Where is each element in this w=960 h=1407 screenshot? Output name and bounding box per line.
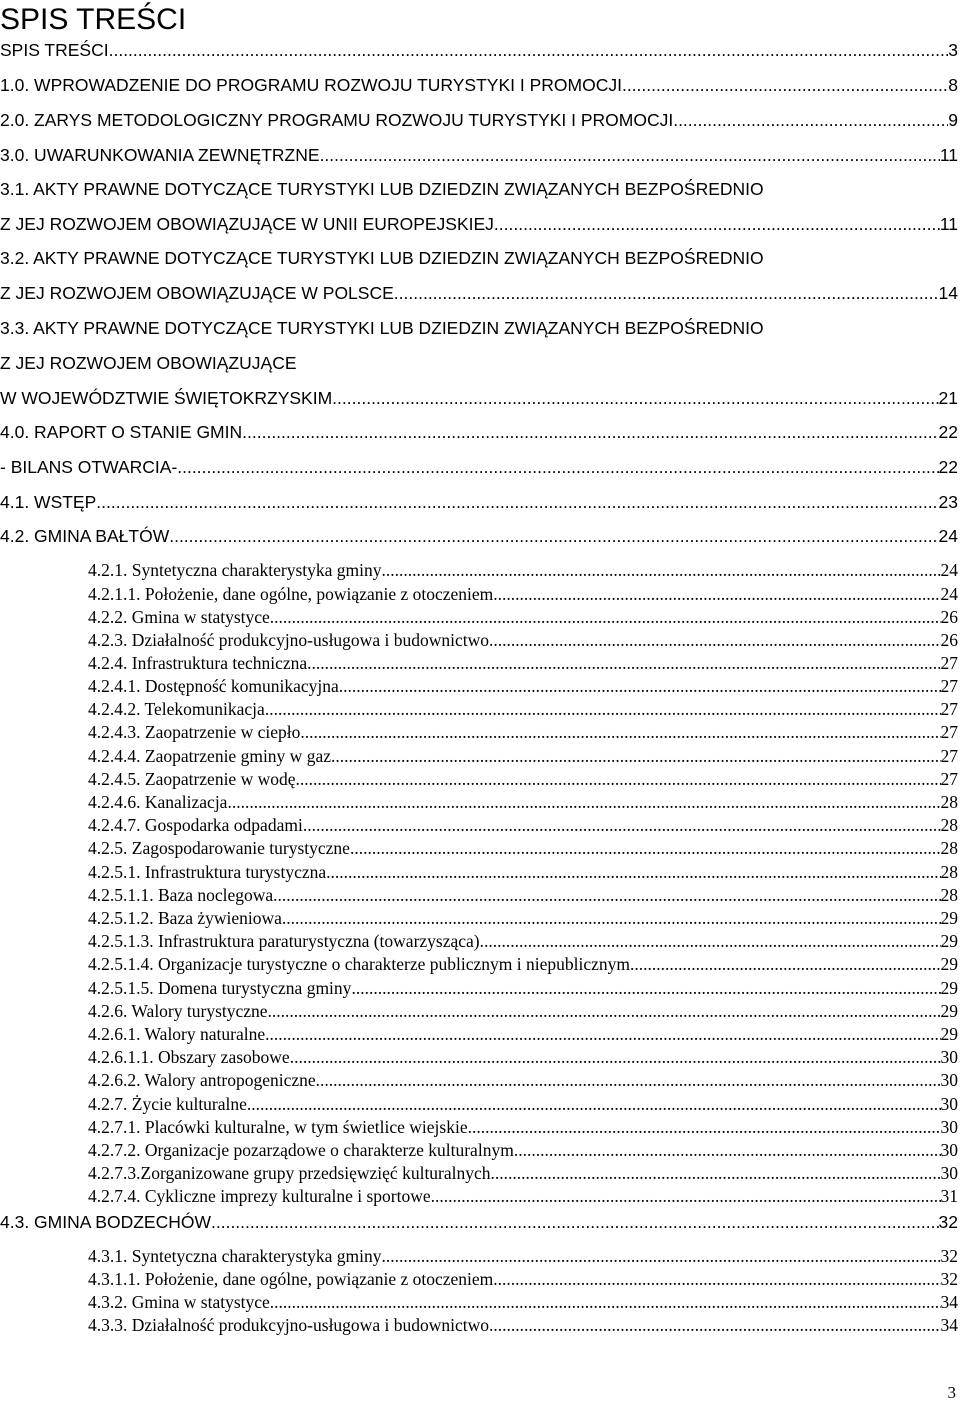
toc-entry-label: 4.2.4.5. Zaopatrzenie w wodę [88,769,296,789]
toc-entry[interactable] [88,1093,958,1115]
toc-entry-label: 4.2. GMINA BAŁTÓW [0,526,170,546]
toc-entry[interactable] [88,1185,958,1207]
toc-entry-label: 4.2.7.4. Cykliczne imprezy kulturalne i sportowe [88,1186,431,1206]
toc-dot-leader [431,1185,941,1207]
toc-dot-leader [227,791,940,813]
toc-entry-page: 8 [948,75,958,95]
toc-entry-label: 4.3.1. Syntetyczna charakterystyka gminy [88,1246,382,1266]
toc-entry-page: 27 [940,676,958,696]
toc-entry[interactable] [88,652,958,674]
toc-entry[interactable] [88,1139,958,1161]
toc-dot-leader [316,1069,941,1091]
toc-entry-page: 21 [938,388,958,408]
toc-entry-label: 4.2.4. Infrastruktura techniczna [88,653,308,673]
toc-entry[interactable] [88,1000,958,1022]
toc-entry-page: 24 [938,526,958,546]
toc-entry-label: 4.2.4.3. Zaopatrzenie w ciepło [88,722,301,742]
toc-entry-label: 4.0. RAPORT O STANIE GMIN [0,422,243,442]
toc-entry-label: 4.2.4.4. Zaopatrzenie gminy w gaz [88,746,331,766]
toc-entry[interactable] [0,524,958,548]
toc-dot-leader [270,606,941,628]
toc-entry-page: 30 [940,1140,958,1160]
toc-dot-leader [211,1210,939,1234]
toc-entry-page: 9 [948,110,958,130]
toc-entry-page: 27 [940,746,958,766]
toc-entry[interactable] [88,907,958,929]
toc-entry[interactable] [0,1210,958,1234]
toc-entry-page: 29 [940,954,958,974]
toc-entry-label: 3.2. AKTY PRAWNE DOTYCZĄCE TURYSTYKI LUB DZIEDZIN ZWIĄZANYCH BEZPOŚREDNIO [0,248,764,268]
toc-dot-leader [177,455,938,479]
toc-entry-label: 3.1. AKTY PRAWNE DOTYCZĄCE TURYSTYKI LUB DZIEDZIN ZWIĄZANYCH BEZPOŚREDNIO [0,179,764,199]
toc-entry-page: 27 [940,722,958,742]
toc-entry-page: 27 [940,769,958,789]
toc-entry-page: 34 [940,1315,958,1335]
toc-entry-label: 4.2.5.1.1. Baza noclegowa [88,885,274,905]
toc-dot-leader [491,1162,941,1184]
toc-entry[interactable] [88,814,958,836]
toc-entry-label: Z JEJ ROZWOJEM OBOWIĄZUJĄCE W UNII EUROPEJSKIEJ [0,214,494,234]
toc-entry-page: 30 [940,1094,958,1114]
toc-entry[interactable] [88,559,958,581]
toc-entry[interactable] [88,930,958,952]
toc-entry-label: 3.3. AKTY PRAWNE DOTYCZĄCE TURYSTYKI LUB DZIEDZIN ZWIĄZANYCH BEZPOŚREDNIO [0,318,764,338]
toc-entry-label: 1.0. WPROWADZENIE DO PROGRAMU ROZWOJU TURYSTYKI I PROMOCJI [0,75,622,95]
toc-dot-leader [480,930,941,952]
toc-entry-label: 4.3.3. Działalność produkcyjno-usługowa i budownictwo [88,1315,489,1335]
toc-entry-page: 24 [940,560,958,580]
toc-entry-label: 4.2.4.2. Telekomunikacja [88,699,265,719]
toc-entry-label: 4.2.5.1.4. Organizacje turystyczne o charakterze publicznym i niepublicznym [88,954,630,974]
toc-entry-page: 28 [940,792,958,812]
toc-entry-page: 24 [940,584,958,604]
toc-dot-leader [468,1116,941,1138]
toc-entry[interactable] [88,791,958,813]
toc-entry-page: 27 [940,699,958,719]
toc-dot-leader [493,583,940,605]
toc-entry[interactable] [0,38,958,62]
toc-entry[interactable] [0,351,958,375]
toc-entry[interactable] [88,606,958,628]
toc-entry-label: 4.2.5.1. Infrastruktura turystyczna [88,862,327,882]
toc-entry-label: 4.2.1.1. Położenie, dane ogólne, powiązanie z otoczeniem [88,584,494,604]
toc-entry-page: 28 [940,885,958,905]
toc-entry-label: W WOJEWÓDZTWIE ŚWIĘTOKRZYSKIM [0,388,333,408]
toc-entry-label: SPIS TREŚCI [0,40,109,60]
toc-entry-page: 14 [938,283,958,303]
toc-entry[interactable] [88,721,958,743]
toc-entry-label: Z JEJ ROZWOJEM OBOWIĄZUJĄCE [0,353,297,373]
toc-dot-leader [494,212,940,236]
toc-dot-leader [247,1093,941,1115]
toc-entry-label: 4.2.5.1.2. Baza żywieniowa [88,908,282,928]
toc-entry-label: 2.0. ZARYS METODOLOGICZNY PROGRAMU ROZWOJU TURYSTYKI I PROMOCJI [0,110,674,130]
toc-entry[interactable] [88,1116,958,1138]
toc-entry-label: 4.2.5. Zagospodarowanie turystyczne [88,838,350,858]
toc-entry[interactable] [0,386,958,410]
toc-entry[interactable] [88,1023,958,1045]
toc-entry-page: 30 [940,1047,958,1067]
toc-dot-leader [242,420,938,444]
toc-entry-label: 4.2.6.1. Walory naturalne [88,1024,266,1044]
toc-entry-page: 23 [938,492,958,512]
toc-entry-label: - BILANS OTWARCIA- [0,457,178,477]
toc-entry-label: 4.2.4.1. Dostępność komunikacyjna [88,676,339,696]
toc-entry[interactable] [88,1314,958,1336]
toc-entry-page: 27 [940,653,958,673]
toc-dot-leader [622,73,948,97]
toc-entry-label: 4.2.7.3.Zorganizowane grupy przedsięwzięć kulturalnych [88,1163,491,1183]
toc-entry-page: 34 [940,1292,958,1312]
toc-entry-page: 29 [940,931,958,951]
toc-entry[interactable] [0,420,958,444]
toc-entry[interactable] [88,837,958,859]
toc-dot-leader [382,1245,941,1267]
toc-dot-leader [489,1314,941,1336]
toc-dot-leader [332,386,938,410]
toc-entry-page: 22 [938,422,958,442]
toc-entry[interactable] [88,1268,958,1290]
toc-dot-leader [673,108,948,132]
toc-dot-leader [489,629,941,651]
toc-dot-leader [290,1046,941,1068]
toc-entry[interactable] [0,177,958,201]
toc-entry-label: 4.3. GMINA BODZECHÓW [0,1212,211,1232]
toc-dot-leader [351,977,940,999]
toc-entry-page: 28 [940,838,958,858]
toc-entry-page: 29 [940,1024,958,1044]
toc-entry[interactable] [88,1069,958,1091]
toc-entry-page: 28 [940,815,958,835]
toc-entry-page: 28 [940,862,958,882]
toc-dot-leader [265,1023,940,1045]
toc-dot-leader [300,721,940,743]
toc-dot-leader [320,143,940,167]
toc-dot-leader [326,861,940,883]
toc-entry-page: 29 [940,908,958,928]
toc-entry-page: 11 [939,145,958,165]
toc-entry-label: 4.2.7.2. Organizacje pozarządowe o charakterze kulturalnym [88,1140,514,1160]
toc-entry-page: 26 [940,630,958,650]
toc-entry-label: 3.0. UWARUNKOWANIA ZEWNĘTRZNE [0,145,320,165]
toc-entry-page: 32 [938,1212,958,1232]
page-number: 3 [947,1383,956,1402]
toc-entry-page: 32 [940,1269,958,1289]
toc-entry[interactable] [88,583,958,605]
toc-entry-label: 4.2.6. Walory turystyczne [88,1001,268,1021]
toc-entry[interactable] [0,143,958,167]
toc-entry[interactable] [88,977,958,999]
toc-dot-leader [394,281,939,305]
toc-entry[interactable] [88,1162,958,1184]
toc-entry[interactable] [88,1291,958,1313]
toc-entry[interactable] [88,1046,958,1068]
toc-entry-page: 29 [940,978,958,998]
toc-entry[interactable] [88,768,958,790]
toc-entry-page: 26 [940,607,958,627]
toc-entry-page: 31 [940,1186,958,1206]
toc-dot-leader [307,652,940,674]
toc-entry[interactable] [0,108,958,132]
toc-entry-page: 30 [940,1117,958,1137]
toc-entry-page: 30 [940,1163,958,1183]
toc-entry[interactable] [88,698,958,720]
toc-entry[interactable] [88,675,958,697]
toc-dot-leader [303,814,941,836]
toc-entry[interactable] [0,316,958,340]
toc-dot-leader [331,745,941,767]
toc-entry-page: 32 [940,1246,958,1266]
toc-entry[interactable] [88,953,958,975]
toc-dot-leader [169,524,938,548]
toc-entry-page: 22 [938,457,958,477]
toc-dot-leader [296,768,941,790]
toc-dot-leader [96,490,938,514]
toc-entry[interactable] [88,884,958,906]
toc-entry-label: 4.1. WSTĘP [0,492,97,512]
toc-entry[interactable] [0,281,958,305]
toc-entry-page: 29 [940,1001,958,1021]
toc-entry-label: 4.2.1. Syntetyczna charakterystyka gminy [88,560,382,580]
toc-entry[interactable] [0,490,958,514]
toc-entry[interactable] [88,629,958,651]
toc-entry-label: 4.2.5.1.5. Domena turystyczna gminy [88,978,352,998]
toc-entry-label: 4.2.6.1.1. Obszary zasobowe [88,1047,290,1067]
toc-dot-leader [282,907,941,929]
toc-dot-leader [493,1268,940,1290]
toc-entry-label: 4.2.3. Działalność produkcyjno-usługowa i budownictwo [88,630,489,650]
toc-dot-leader [630,953,941,975]
toc-entry[interactable] [0,73,958,97]
toc-entry-label: 4.3.2. Gmina w statystyce [88,1292,270,1312]
toc-entry[interactable] [88,1245,958,1267]
toc-dot-leader [265,698,941,720]
toc-entry-label: 4.2.5.1.3. Infrastruktura paraturystyczna (towarzysząca) [88,931,480,951]
page-title: SPIS TREŚCI [0,3,187,36]
toc-entry[interactable] [88,861,958,883]
toc-entry-label: 4.2.6.2. Walory antropogeniczne [88,1070,316,1090]
toc-entry-page: 30 [940,1070,958,1090]
toc-dot-leader [350,837,941,859]
toc-entry-page: 11 [939,214,958,234]
toc-dot-leader [268,1000,941,1022]
toc-dot-leader [273,884,940,906]
toc-dot-leader [109,38,949,62]
toc-entry-label: Z JEJ ROZWOJEM OBOWIĄZUJĄCE W POLSCE [0,283,394,303]
toc-entry[interactable] [0,455,958,479]
toc-entry[interactable] [0,212,958,236]
toc-dot-leader [270,1291,941,1313]
toc-dot-leader [339,675,941,697]
toc-entry-label: 4.2.7.1. Placówki kulturalne, w tym świetlice wiejskie [88,1117,468,1137]
toc-entry[interactable] [0,246,958,270]
toc-dot-leader [382,559,941,581]
toc-dot-leader [514,1139,941,1161]
toc-entry-label: 4.2.7. Życie kulturalne [88,1094,247,1114]
toc-entry[interactable] [88,745,958,767]
toc-entry-page: 3 [948,40,958,60]
toc-entry-label: 4.3.1.1. Położenie, dane ogólne, powiązanie z otoczeniem [88,1269,494,1289]
toc-entry-label: 4.2.4.6. Kanalizacja [88,792,228,812]
toc-entry-label: 4.2.2. Gmina w statystyce [88,607,270,627]
toc-entry-label: 4.2.4.7. Gospodarka odpadami [88,815,303,835]
